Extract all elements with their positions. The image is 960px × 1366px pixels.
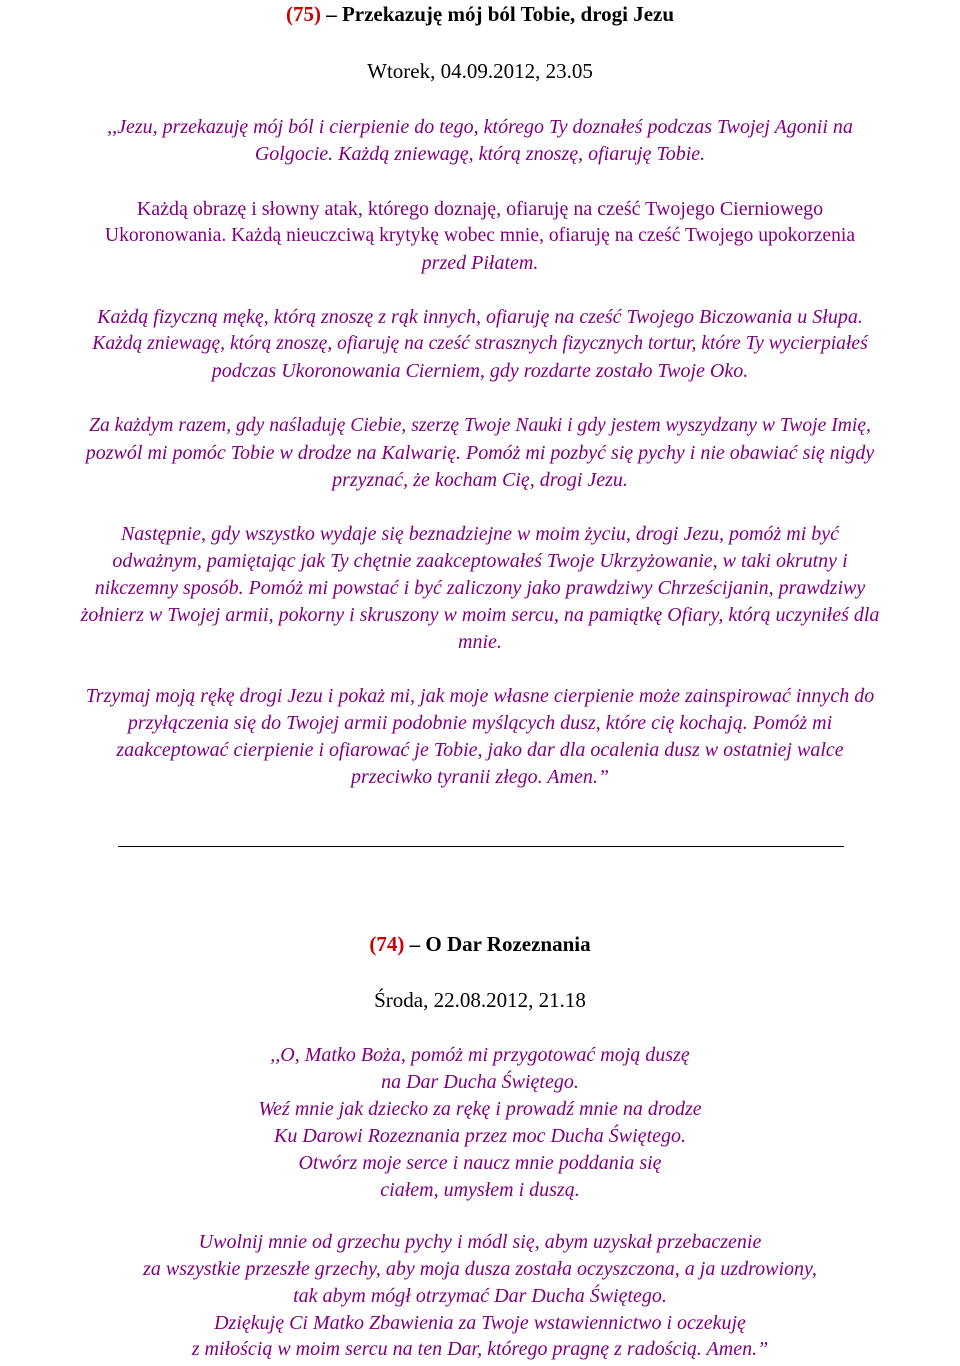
prayer-line: ciałem, umysłem i duszą. (380, 1179, 580, 1201)
prayer-line: pozwól mi pomóc Tobie w drodze na Kalwarię. Pomóż mi pozbyć się pychy i nie obawiać się nigdy (85, 442, 875, 464)
prayer-line: z miłością w moim sercu na ten Dar, którego pragnę z radością. Amen.” (191, 1338, 769, 1360)
entry-date: Środa, 22.08.2012, 21.18 (374, 988, 586, 1012)
prayer-line: nikczemny sposób. Pomóż mi powstać i być zaliczony jako prawdziwy Chrześcijanin, prawdziwy (94, 577, 866, 599)
entry-number: (75) (285, 2, 321, 26)
prayer-line: Każdą zniewagę, którą znoszę, ofiaruję na cześć strasznych fizycznych tortur, które Ty wycierpiałeś (92, 333, 868, 354)
prayer-line: Następnie, gdy wszystko wydaje się beznadziejne w moim życiu, drogi Jezu, pomóż mi być (120, 523, 840, 545)
prayer-line: przed Piłatem. (421, 252, 539, 274)
prayer-line: żołnierz w Twojej armii, pokorny i skruszony w moim sercu, na pamiątkę Ofiary, którą uczyniłeś dla (80, 604, 880, 626)
prayer-line: Ukoronowania. Każdą nieuczciwą krytykę wobec mnie, ofiaruję na cześć Twojego upokorzenia (104, 225, 856, 246)
entry-title: – Przekazuję mój ból Tobie, drogi Jezu (326, 2, 675, 26)
prayer-line: ,,O, Matko Boża, pomóż mi przygotować moją duszę (270, 1044, 690, 1066)
prayer-line: Uwolnij mnie od grzechu pychy i módl się, abym uzyskał przebaczenie (198, 1231, 762, 1253)
prayer-line: odważnym, pamiętając jak Ty chętnie zaakceptowałeś Twoje Ukrzyżowanie, w taki okrutny i (112, 550, 848, 572)
entry-75-heading (0, 2, 960, 27)
prayer-line: przeciwko tyranii złego. Amen.” (351, 766, 609, 788)
prayer-line: zaakceptować cierpienie i ofiarować je Tobie, jako dar dla ocalenia dusz w ostatniej walce (116, 739, 844, 761)
entry-title: – O Dar Rozeznania (409, 932, 591, 956)
prayer-line: tak abym mógł otrzymać Dar Ducha Świętego. (293, 1285, 667, 1307)
prayer-line: mnie. (458, 631, 502, 653)
prayer-line: na Dar Ducha Świętego. (381, 1071, 579, 1093)
prayer-line: Każdą fizyczną mękę, którą znoszę z rąk innych, ofiaruję na cześć Twojego Biczowania u Słupa. (97, 306, 863, 328)
entry-date: Wtorek, 04.09.2012, 23.05 (367, 59, 593, 83)
prayer-line: podczas Ukoronowania Cierniem, gdy rozdarte zostało Twoje Oko. (211, 360, 749, 382)
prayer-line: Trzymaj moją rękę drogi Jezu i pokaż mi, jak moje własne cierpienie może zainspirować innych do (85, 685, 875, 707)
prayer-line: Golgocie. Każdą zniewagę, którą znoszę, ofiaruję Tobie. (254, 143, 706, 165)
prayer-line: Otwórz moje serce i naucz mnie poddania się (298, 1152, 662, 1174)
prayer-line: Każdą obrazę i słowny atak, którego doznaję, ofiaruję na cześć Twojego Cierniowego (136, 198, 824, 220)
prayer-line: Weź mnie jak dziecko za rękę i prowadź mnie na drodze (258, 1098, 702, 1120)
entry-number: (74) (369, 932, 405, 956)
prayer-line: Dziękuję Ci Matko Zbawienia za Twoje wstawiennictwo i oczekuję (214, 1312, 746, 1334)
prayer-line: przyznać, że kocham Cię, drogi Jezu. (332, 469, 628, 491)
prayer-line: Ku Darowi Rozeznania przez moc Ducha Świętego. (273, 1125, 686, 1147)
prayer-line: za wszystkie przeszłe grzechy, aby moja dusza została oczyszczona, a ja uzdrowiony, (143, 1258, 817, 1280)
prayer-line: przyłączenia się do Twojej armii podobnie myślących dusz, które cię kochają. Pomóż mi (127, 712, 833, 734)
entry-74-heading (0, 932, 960, 957)
prayer-line: Za każdym razem, gdy naśladuję Ciebie, szerzę Twoje Nauki i gdy jestem wyszydzany w Twoje Imię, (89, 415, 871, 436)
section-divider (118, 846, 844, 847)
prayer-line: ,,Jezu, przekazuję mój ból i cierpienie do tego, którego Ty doznałeś podczas Twojej Agonii na (107, 116, 853, 138)
